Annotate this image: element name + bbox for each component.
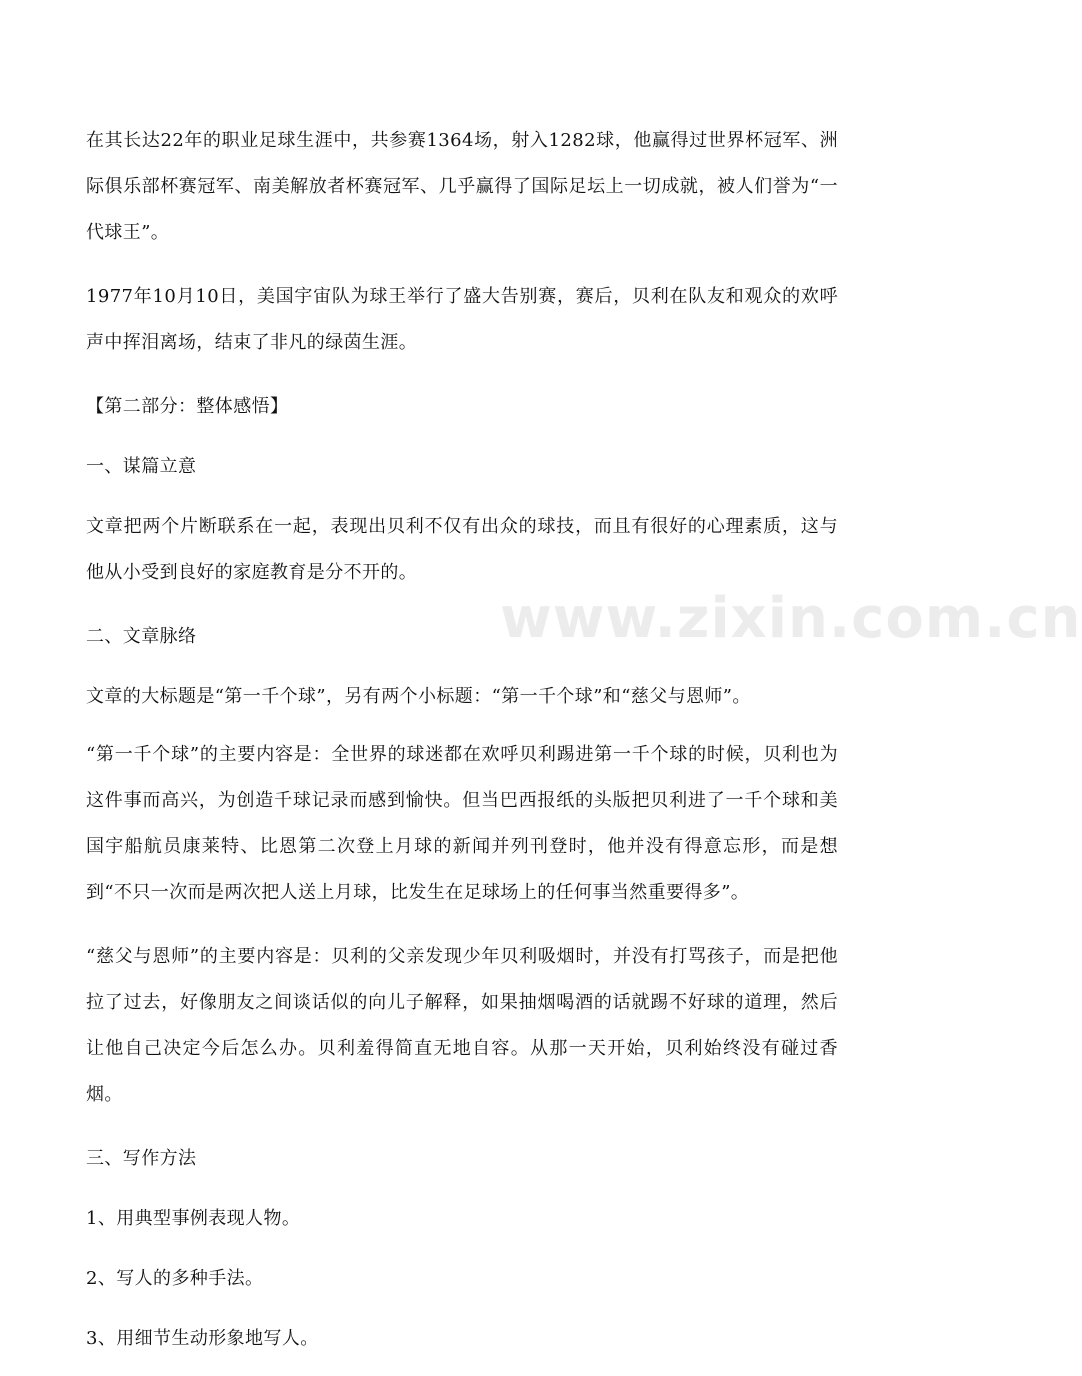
section-heading-part-two: 【第二部分：整体感悟】 [86,396,289,417]
list-item-method-3: 3、用细节生动形象地写人。 [86,1328,319,1349]
list-item-method-2: 2、写人的多种手法。 [86,1268,264,1289]
paragraph-theme: 文章把两个片断联系在一起，表现出贝利不仅有出众的球技，而且有很好的心理素质，这与他从小受到良好的家庭教育是分不开的。 [86,516,838,583]
paragraph-titles: 文章的大标题是“第一千个球”，另有两个小标题：“第一千个球”和“慈父与恩师”。 [86,686,751,707]
paragraph-father-mentor: “慈父与恩师”的主要内容是：贝利的父亲发现少年贝利吸烟时，并没有打骂孩子，而是把他拉了过去，好像朋友之间谈话似的向儿子解释，如果抽烟喝酒的话就踢不好球的道理，然后让他自己决定今后怎么办。贝利羞得简直无地自容。从那一天开始，贝利始终没有碰过香烟。 [86,946,838,1105]
list-item-method-1: 1、用典型事例表现人物。 [86,1208,301,1229]
paragraph-career-summary: 在其长达22年的职业足球生涯中，共参赛1364场，射入1282球，他赢得过世界杯冠军、洲际俱乐部杯赛冠军、南美解放者杯赛冠军、几乎赢得了国际足坛上一切成就，被人们誉为“一代球王”。 [86,130,838,243]
subheading-theme: 一、谋篇立意 [86,456,197,477]
watermark-text: www.zixin.com.cn [500,586,1082,651]
document-body [86,118,838,1376]
paragraph-farewell-match: 1977年10月10日，美国宇宙队为球王举行了盛大告别赛，赛后，贝利在队友和观众的欢呼声中挥泪离场，结束了非凡的绿茵生涯。 [86,286,838,353]
paragraph-thousandth-goal: “第一千个球”的主要内容是：全世界的球迷都在欢呼贝利踢进第一千个球的时候，贝利也为这件事而高兴，为创造千球记录而感到愉快。但当巴西报纸的头版把贝利进了一千个球和美国宇船航员康莱特、比恩第二次登上月球的新闻并列刊登时，他并没有得意忘形，而是想到“不只一次而是两次把人送上月球，比发生在足球场上的任何事当然重要得多”。 [86,744,838,903]
subheading-writing-methods: 三、写作方法 [86,1148,197,1169]
subheading-structure: 二、文章脉络 [86,626,197,647]
